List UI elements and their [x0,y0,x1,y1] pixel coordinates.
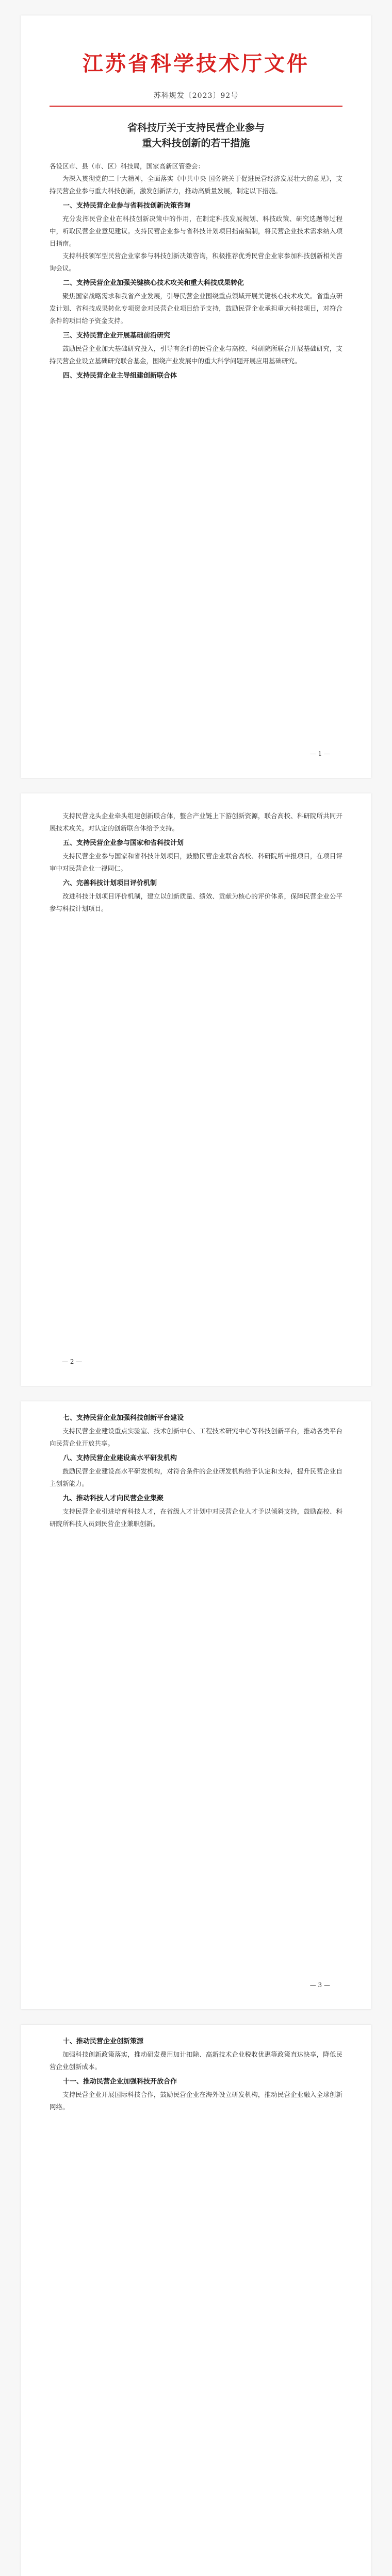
section-heading: 六、完善科技计划项目评价机制 [63,879,157,887]
section-heading: 三、支持民营企业开展基础前沿研究 [63,332,171,340]
section-paragraph: 改进科技计划项目评价机制，建立以创新质量、绩效、贡献为核心的评价体系，保障民营企业公平参与科技计划项目。 [50,892,342,912]
document-page-1 [21,15,371,778]
document-header: 江苏省科学技术厅文件 [83,52,309,76]
addressee: 各设区市、县（市、区）科技局，国家高新区管委会： [50,162,205,170]
section-heading: 八、支持民营企业建设高水平研发机构 [63,1454,177,1462]
section-paragraph: 加强科技创新政策落实，推动研发费用加计扣除、高新技术企业税收优惠等政策直达快享，降低民营企业创新成本。 [50,2050,342,2071]
section-heading: 二、支持民营企业加强关键核心技术攻关和重大科技成果转化 [63,279,244,287]
section-heading: 七、支持民营企业加强科技创新平台建设 [63,1414,184,1422]
section-heading: 四、支持民营企业主导组建创新联合体 [63,372,177,380]
page-number: — 3 — [309,1981,330,1989]
section-paragraph: 支持民营企业引进培育科技人才，在省级人才计划中对民营企业人才予以倾斜支持，鼓励高校、科研院所科技人员到民营企业兼职创新。 [50,1507,342,1528]
section-paragraph: 鼓励民营企业加大基础研究投入，引导有条件的民营企业与高校、科研院所联合开展基础研究，支持民营企业设立基础研究联合基金，围绕产业发展中的重大科学问题开展应用基础研究。 [50,345,342,365]
section-heading: 五、支持民营企业参与国家和省科技计划 [63,839,184,847]
section-paragraph: 支持民营企业建设重点实验室、技术创新中心、工程技术研究中心等科技创新平台，推动各类平台向民营企业开放共享。 [50,1427,342,1447]
section-paragraph: 支持科技领军型民营企业家参与科技创新决策咨询，积极推荐优秀民营企业家参加科技创新相关咨询会议。 [50,252,342,272]
document-page-4 [21,2025,371,2576]
section-heading: 十、推动民营企业创新策源 [63,2038,144,2045]
section-paragraph: 支持民营企业参与国家和省科技计划项目，鼓励民营企业联合高校、科研院所申报项目，在项目评审中对民营企业一视同仁。 [50,852,342,872]
document-number: 苏科规发〔2023〕92号 [153,92,239,100]
section-heading: 十一、推动民营企业加强科技开放合作 [63,2078,177,2086]
title-line-2: 重大科技创新的若干措施 [142,138,250,149]
document-page-2 [21,793,371,1386]
title-line-1: 省科技厅关于支持民营企业参与 [127,122,265,133]
section-heading: 九、推动科技人才向民营企业集聚 [63,1495,164,1502]
document-page-3 [21,1401,371,2009]
document-title [50,120,342,151]
page-number: — 1 — [309,750,330,757]
section-paragraph: 支持民营企业开展国际科技合作，鼓励民营企业在海外设立研发机构，推动民营企业融入全球创新网络。 [50,2091,342,2111]
section-paragraph: 聚焦国家战略需求和我省产业发展，引导民营企业围绕重点领域开展关键核心技术攻关。省重点研发计划、省科技成果转化专项资金对民营企业项目给予支持，鼓励民营企业承担重大科技项目，对符合条件的项目给予资金支持。 [50,292,342,325]
intro-paragraph: 为深入贯彻党的二十大精神，全面落实《中共中央 国务院关于促进民营经济发展壮大的意见》，支持民营企业参与重大科技创新，激发创新活力，推动高质量发展，制定以下措施。 [50,175,342,195]
section-paragraph: 充分发挥民营企业在科技创新决策中的作用，在制定科技发展规划、科技政策、研究选题等过程中，听取民营企业意见建议。支持民营企业参与省科技计划项目指南编制，将民营企业技术需求纳入项目指南。 [50,215,342,247]
section-heading: 一、支持民营企业参与省科技创新决策咨询 [63,202,191,210]
section-paragraph: 鼓励民营企业建设高水平研发机构，对符合条件的企业研发机构给予认定和支持，提升民营企业自主创新能力。 [50,1467,342,1487]
section-paragraph: 支持民营龙头企业牵头组建创新联合体，整合产业链上下游创新资源，联合高校、科研院所共同开展技术攻关。对认定的创新联合体给予支持。 [50,812,342,832]
page-number: — 2 — [62,1358,83,1365]
header-red-rule [50,106,342,107]
